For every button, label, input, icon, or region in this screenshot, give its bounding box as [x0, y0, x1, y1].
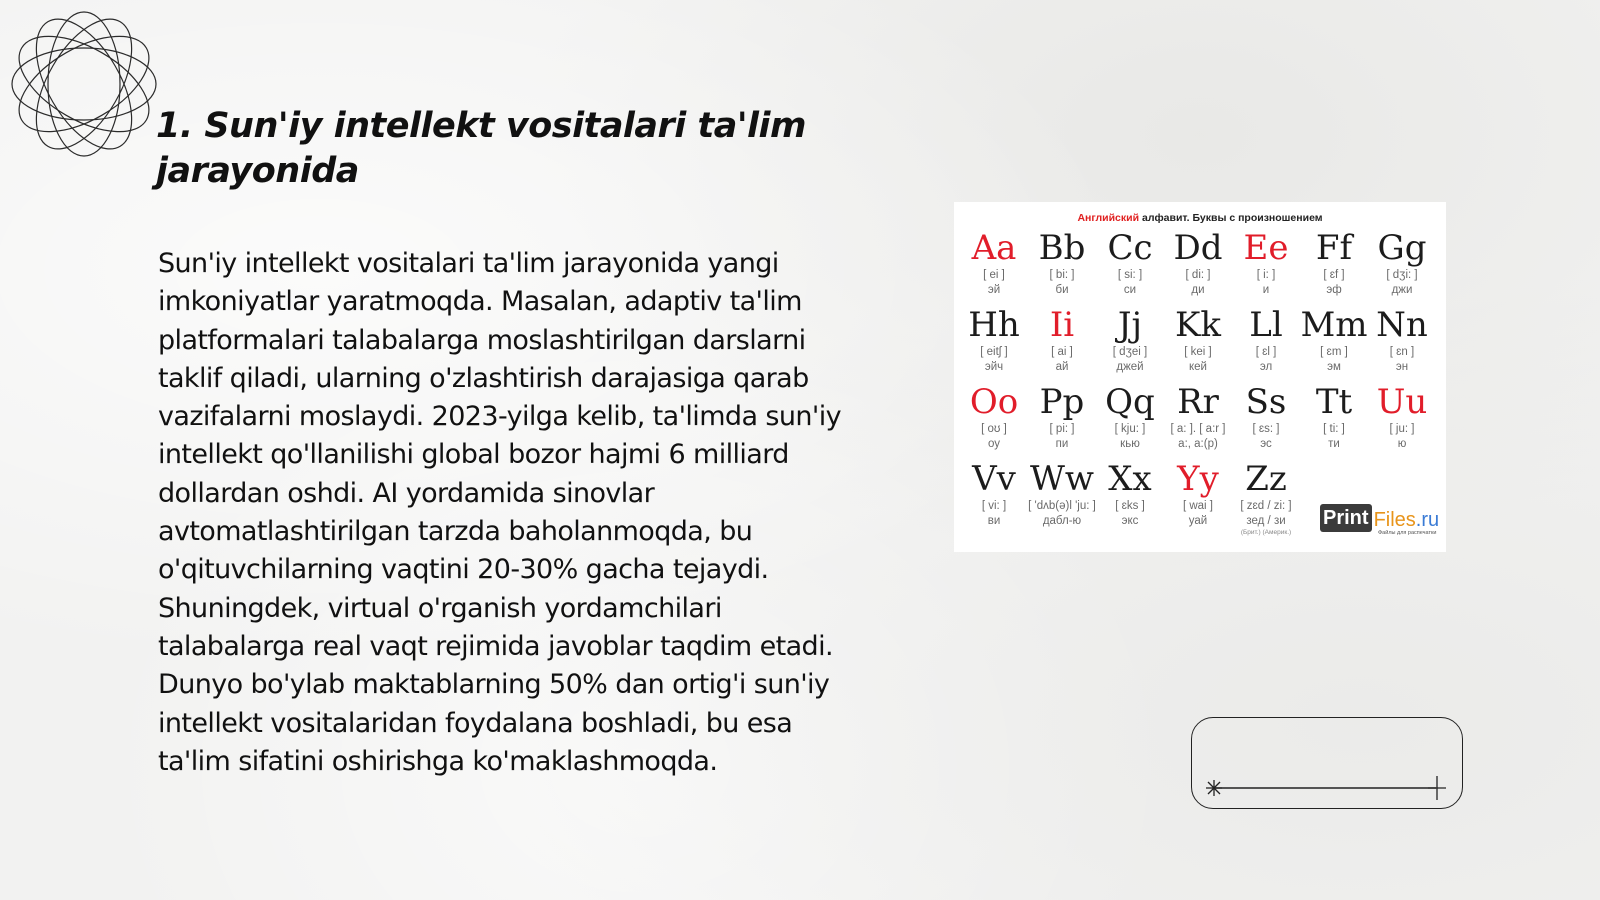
letter-pronunciation: [ ei ]	[983, 269, 1005, 281]
alphabet-heading-rest: алфавит. Буквы с произношением	[1139, 212, 1323, 224]
alphabet-letter-cell	[960, 382, 1028, 459]
alphabet-letter-cell	[1164, 228, 1232, 305]
letter-russian-reading: экс	[1121, 515, 1139, 527]
letter-glyph: Ll	[1249, 305, 1283, 345]
alphabet-letter-cell	[1096, 459, 1164, 536]
letter-glyph: Uu	[1376, 382, 1428, 422]
letter-pronunciation: [ di: ]	[1185, 269, 1211, 281]
letter-pronunciation: [ ɛs: ]	[1252, 423, 1280, 435]
alphabet-heading	[954, 212, 1446, 224]
alphabet-letter-cell	[1164, 382, 1232, 459]
letter-pronunciation: [ a: ]. [ a:r ]	[1170, 423, 1226, 435]
letter-russian-reading: эф	[1326, 284, 1342, 296]
letter-glyph: Hh	[968, 305, 1020, 345]
letter-russian-reading: пи	[1055, 438, 1069, 450]
alphabet-letter-cell	[1368, 228, 1436, 305]
letter-pronunciation: [ bi: ]	[1049, 269, 1075, 281]
letter-russian-reading: кью	[1120, 438, 1140, 450]
letter-glyph: Pp	[1039, 382, 1085, 422]
letter-glyph: Ff	[1315, 228, 1353, 268]
letter-russian-reading: ти	[1328, 438, 1340, 450]
letter-pronunciation: [ ɛn ]	[1389, 346, 1415, 358]
letter-glyph: Tt	[1315, 382, 1353, 422]
letter-glyph: Gg	[1377, 228, 1427, 268]
alphabet-letter-cell	[1164, 459, 1232, 536]
letter-pronunciation: [ si: ]	[1117, 269, 1143, 281]
letter-russian-reading: эй	[987, 284, 1001, 296]
english-alphabet-image	[954, 202, 1446, 552]
letter-russian-reading: си	[1123, 284, 1137, 296]
alphabet-letter-cell	[1028, 459, 1096, 536]
letter-russian-reading: джи	[1391, 284, 1413, 296]
alphabet-letter-cell	[960, 459, 1028, 536]
printfiles-logo	[1320, 504, 1439, 532]
letter-russian-reading: а:, а:(р)	[1178, 438, 1218, 450]
alphabet-letter-cell	[1028, 228, 1096, 305]
letter-glyph: Nn	[1376, 305, 1428, 345]
letter-russian-reading: эл	[1259, 361, 1273, 373]
letter-pronunciation: [ dʒei ]	[1112, 346, 1148, 358]
alphabet-letter-grid	[960, 228, 1436, 536]
letter-glyph: Yy	[1177, 459, 1219, 499]
letter-glyph: Mm	[1300, 305, 1368, 345]
letter-russian-reading: эн	[1395, 361, 1409, 373]
letter-glyph: Dd	[1173, 228, 1223, 268]
alphabet-letter-cell	[1368, 382, 1436, 459]
letter-glyph: Zz	[1245, 459, 1287, 499]
sparkle-start-icon	[1206, 780, 1222, 796]
letter-pronunciation: [ ɛl ]	[1255, 346, 1277, 358]
alphabet-letter-cell	[1028, 382, 1096, 459]
letter-glyph: Cc	[1107, 228, 1153, 268]
alphabet-letter-cell	[1232, 459, 1300, 536]
alphabet-letter-cell	[1164, 305, 1232, 382]
letter-pronunciation: [ eitʃ ]	[980, 346, 1008, 358]
letter-glyph: Vv	[972, 459, 1016, 499]
letter-pronunciation: [ kei ]	[1184, 346, 1212, 358]
alphabet-letter-cell	[1300, 228, 1368, 305]
letter-glyph: Aa	[971, 228, 1017, 268]
slider-line-icon	[1192, 718, 1464, 810]
sparkle-end-icon	[1428, 776, 1446, 800]
letter-glyph: Jj	[1117, 305, 1143, 345]
letter-pronunciation: [ i: ]	[1256, 269, 1276, 281]
logo-ru: .ru	[1415, 509, 1440, 531]
letter-pronunciation: [ ɛks ]	[1115, 500, 1145, 512]
letter-russian-reading: уай	[1188, 515, 1208, 527]
slide-title: 1. Sun'iy intellekt vositalari ta'lim jarayonida	[156, 106, 807, 191]
logo-tagline: Файлы для распечатки	[1378, 530, 1437, 536]
letter-russian-reading: оу	[987, 438, 1001, 450]
letter-pronunciation: [ ai ]	[1051, 346, 1073, 358]
letter-russian-reading: би	[1055, 284, 1069, 296]
letter-pronunciation: [ ɛm ]	[1320, 346, 1348, 358]
letter-russian-reading: ви	[987, 515, 1001, 527]
letter-russian-reading: эйч	[984, 361, 1004, 373]
letter-glyph: Rr	[1177, 382, 1219, 422]
letter-pronunciation: [ vi: ]	[981, 500, 1007, 512]
logo-files: Files	[1373, 509, 1416, 531]
letter-glyph: Oo	[969, 382, 1019, 422]
letter-russian-reading: ю	[1397, 438, 1407, 450]
letter-pronunciation: [ dʒi: ]	[1386, 269, 1418, 281]
letter-note: (Брит.) (Америк.)	[1240, 529, 1292, 536]
letter-glyph: Ii	[1049, 305, 1075, 345]
letter-pronunciation: [ ju: ]	[1389, 423, 1415, 435]
letter-russian-reading: эм	[1327, 361, 1341, 373]
alphabet-letter-cell	[1300, 382, 1368, 459]
letter-glyph: Kk	[1174, 305, 1221, 345]
alphabet-letter-cell	[1028, 305, 1096, 382]
letter-pronunciation: [ kju: ]	[1114, 423, 1146, 435]
letter-pronunciation: [ wai ]	[1182, 500, 1214, 512]
letter-russian-reading: эс	[1260, 438, 1272, 450]
letter-glyph: Ww	[1029, 459, 1095, 499]
alphabet-heading-red: Английский	[1077, 212, 1140, 224]
alphabet-letter-cell	[1096, 382, 1164, 459]
letter-russian-reading: и	[1262, 284, 1270, 296]
decorative-slider-frame	[1191, 717, 1463, 809]
alphabet-letter-cell	[1232, 305, 1300, 382]
letter-glyph: Ss	[1245, 382, 1287, 422]
alphabet-letter-cell	[1232, 228, 1300, 305]
letter-russian-reading: ди	[1191, 284, 1205, 296]
logo-print: Print	[1320, 504, 1372, 532]
alphabet-letter-cell	[1368, 305, 1436, 382]
letter-russian-reading: джей	[1116, 361, 1144, 373]
alphabet-letter-cell	[1232, 382, 1300, 459]
letter-glyph: Ee	[1243, 228, 1289, 268]
alphabet-letter-cell	[1096, 305, 1164, 382]
letter-pronunciation: [ ti: ]	[1323, 423, 1345, 435]
letter-glyph: Qq	[1105, 382, 1155, 422]
orbit-ornament-icon	[10, 10, 158, 158]
letter-glyph: Bb	[1038, 228, 1086, 268]
alphabet-letter-cell	[1300, 305, 1368, 382]
alphabet-letter-cell	[960, 228, 1028, 305]
alphabet-letter-cell	[1096, 228, 1164, 305]
letter-russian-reading: дабл-ю	[1042, 515, 1082, 527]
letter-glyph: Xx	[1108, 459, 1152, 499]
letter-russian-reading: ай	[1055, 361, 1069, 373]
letter-pronunciation: [ oʊ ]	[981, 423, 1007, 435]
letter-russian-reading: зед / зи	[1246, 515, 1286, 527]
alphabet-letter-cell	[960, 305, 1028, 382]
letter-pronunciation: [ ɛf ]	[1323, 269, 1345, 281]
letter-pronunciation: [ pi: ]	[1049, 423, 1075, 435]
letter-pronunciation: [ 'dʌb(ə)l 'ju: ]	[1028, 500, 1096, 512]
letter-russian-reading: кей	[1189, 361, 1207, 373]
slide-body-text: Sun'iy intellekt vositalari ta'lim jarayonida yangi imkoniyatlar yaratmoqda. Masalan, adaptiv ta'lim platformalari talabalarga moslashtirilgan darslarni taklif qiladi, ularning o'zlashtirish darajasiga qarab vazifalarni moslaydi. 2023-yilga kelib, ta'limda sun'iy intellekt qo'llanilishi global bozor hajmi 6 milliard dollardan oshdi. AI yordamida sinovlar avtomatlashtirilgan tarzda baholanmoqda, bu o'qituvchilarning vaqtini 20-30% gacha tejaydi. Shuningdek, virtual o'rganish yordamchilari talabalarga real vaqt rejimida javoblar taqdim etadi. Dunyo bo'ylab maktablarning 50% dan ortig'i sun'iy intellekt vositalaridan foydalana boshladi, bu esa ta'lim sifatini oshirishga ko'maklashmoqda.	[158, 248, 841, 777]
letter-pronunciation: [ zɛd / zi: ]	[1240, 500, 1292, 512]
